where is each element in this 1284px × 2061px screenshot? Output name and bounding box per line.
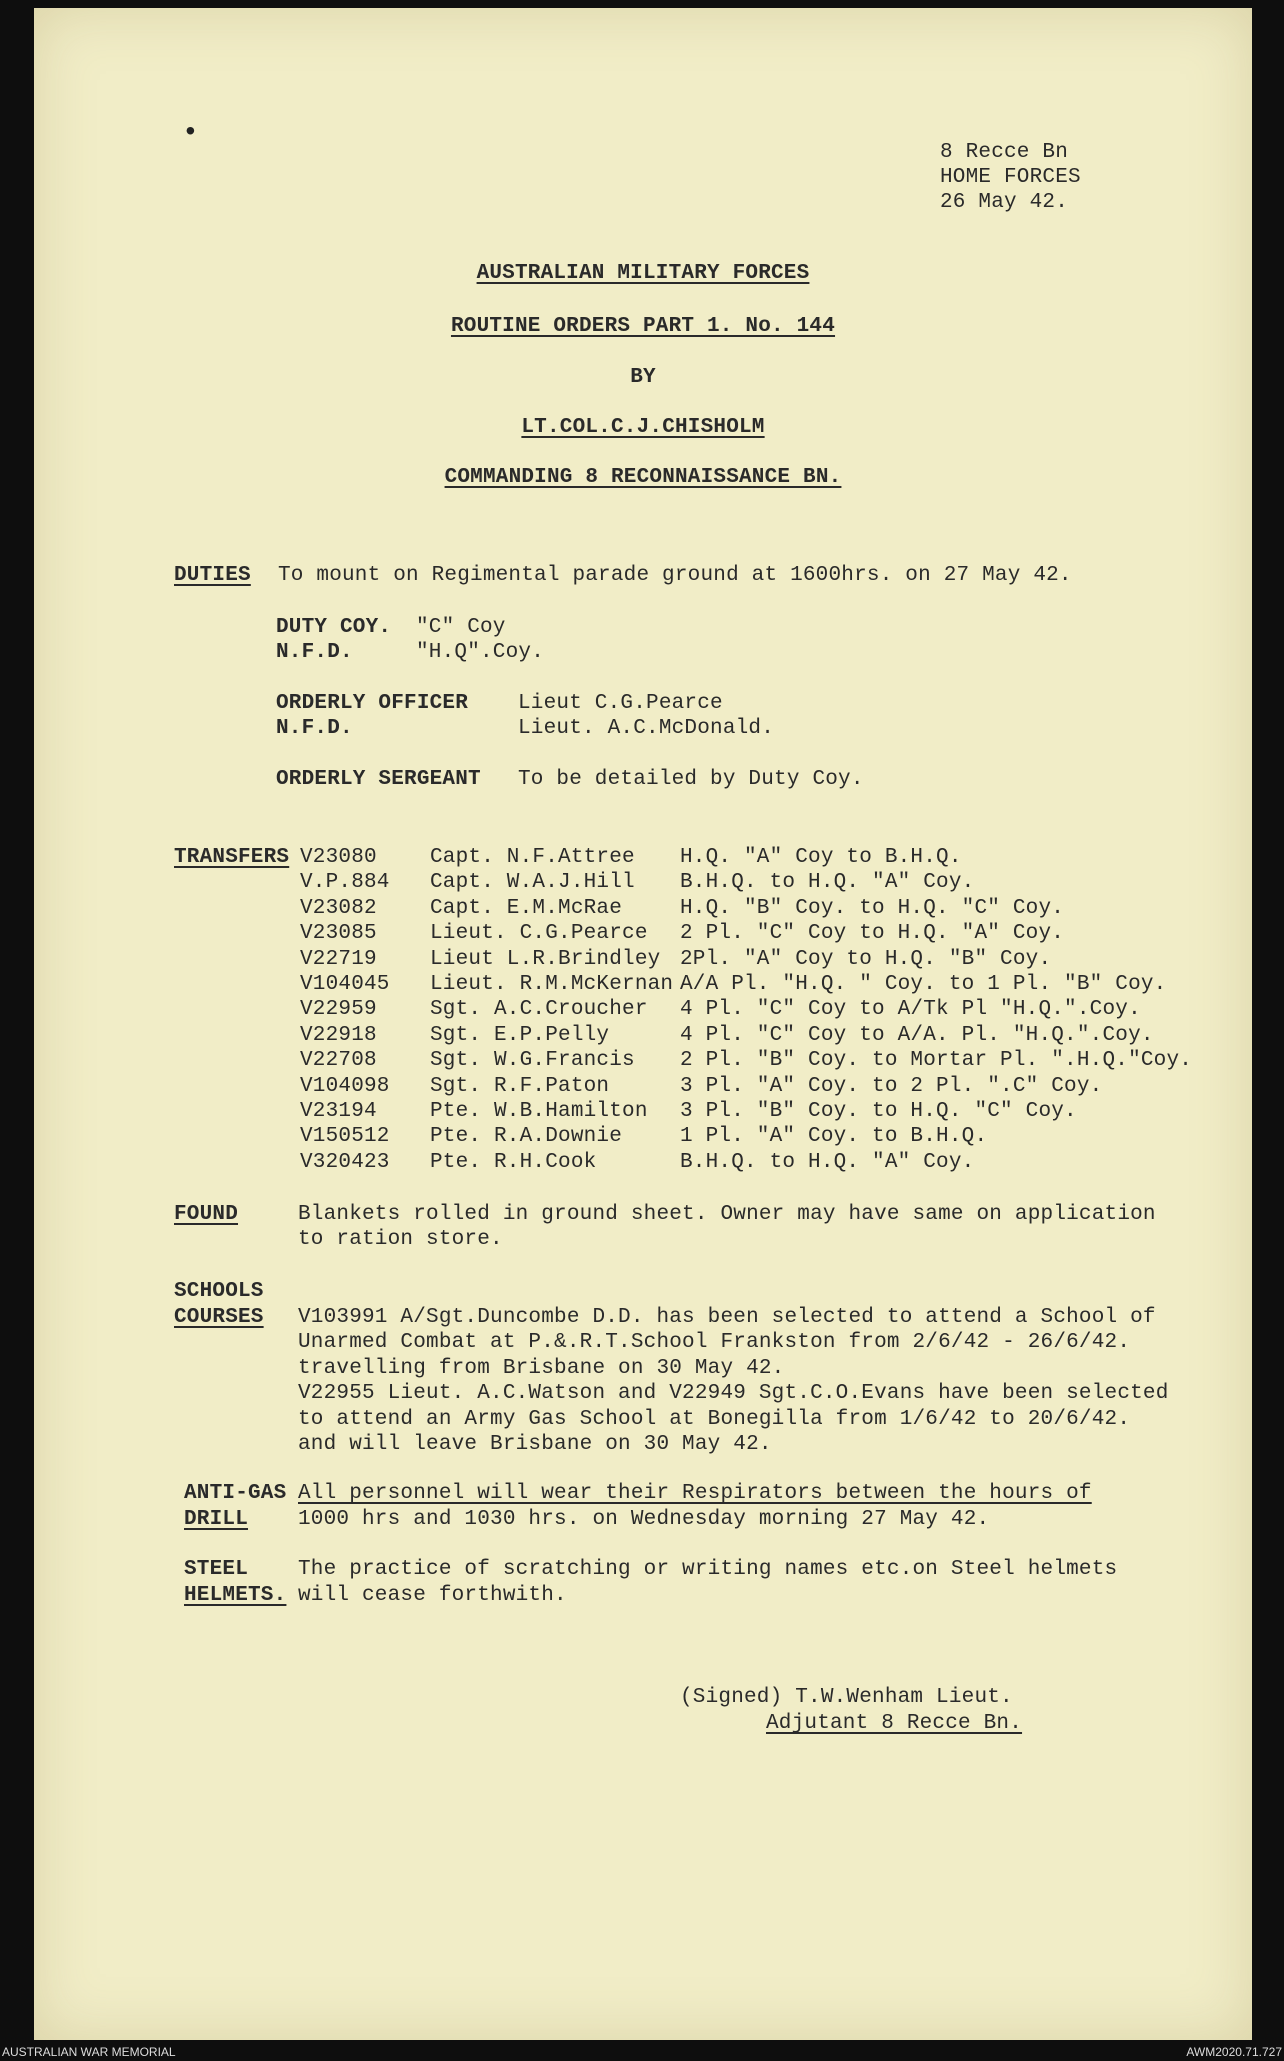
duty-value: "H.Q".Coy. <box>416 641 545 664</box>
duty-label: N.F.D. <box>276 717 353 740</box>
transfer-detail: B.H.Q. to H.Q. "A" Coy. <box>680 1151 975 1174</box>
transfer-detail: 2 Pl. "C" Coy to H.Q. "A" Coy. <box>680 922 1065 945</box>
antigas-line: All personnel will wear their Respirators between the hours of <box>298 1482 1092 1505</box>
duties-heading: DUTIES <box>174 564 251 587</box>
duty-label: DUTY COY. <box>276 616 392 639</box>
found-line: Blankets rolled in ground sheet. Owner may have same on application <box>298 1203 1156 1226</box>
transfer-detail: 4 Pl. "C" Coy to A/Tk Pl "H.Q.".Coy. <box>680 998 1141 1021</box>
transfer-name: Pte. R.A.Downie <box>430 1125 623 1148</box>
transfer-name: Pte. R.H.Cook <box>430 1151 597 1174</box>
transfer-detail: B.H.Q. to H.Q. "A" Coy. <box>680 871 975 894</box>
schools-line: Unarmed Combat at P.&.R.T.School Frankston from 2/6/42 - 26/6/42. <box>298 1331 1131 1354</box>
steel-line: will cease forthwith. <box>298 1584 567 1607</box>
footer-left: AUSTRALIAN WAR MEMORIAL <box>2 2045 176 2059</box>
transfer-name: Capt. N.F.Attree <box>430 846 635 869</box>
duty-label: N.F.D. <box>276 641 353 664</box>
schools-line: V103991 A/Sgt.Duncombe D.D. has been selected to attend a School of <box>298 1306 1156 1329</box>
transfer-number: V23085 <box>300 922 377 945</box>
transfer-detail: 4 Pl. "C" Coy to A/A. Pl. "H.Q.".Coy. <box>680 1024 1154 1047</box>
transfer-name: Sgt. R.F.Paton <box>430 1075 610 1098</box>
transfer-name: Capt. E.M.McRae <box>430 897 623 920</box>
found-heading: FOUND <box>174 1203 239 1226</box>
transfer-name: Lieut. R.M.McKernan <box>430 973 674 996</box>
signature-line: (Signed) T.W.Wenham Lieut. <box>680 1686 1013 1709</box>
header-unit: 8 Recce Bn <box>940 141 1069 164</box>
title-routine-orders: ROUTINE ORDERS PART 1. No. 144 <box>450 315 836 338</box>
duty-value: To be detailed by Duty Coy. <box>518 768 864 791</box>
helmets-heading: HELMETS. <box>184 1584 287 1607</box>
ink-mark: • <box>182 118 199 149</box>
title-forces: AUSTRALIAN MILITARY FORCES <box>476 262 810 285</box>
transfer-number: V150512 <box>300 1125 390 1148</box>
schools-line: to attend an Army Gas School at Bonegilla from 1/6/42 to 20/6/42. <box>298 1408 1131 1431</box>
transfer-detail: H.Q. "A" Coy to B.H.Q. <box>680 846 962 869</box>
duty-label: ORDERLY SERGEANT <box>276 768 481 791</box>
duty-label: ORDERLY OFFICER <box>276 692 469 715</box>
transfer-number: V22959 <box>300 998 377 1021</box>
header-date: 26 May 42. <box>940 191 1069 214</box>
footer-right: AWM2020.71.727 <box>1186 2045 1282 2059</box>
transfer-name: Capt. W.A.J.Hill <box>430 871 635 894</box>
schools-line: travelling from Brisbane on 30 May 42. <box>298 1357 785 1380</box>
transfer-number: V22918 <box>300 1024 377 1047</box>
transfer-name: Sgt. E.P.Pelly <box>430 1024 610 1047</box>
duty-value: "C" Coy <box>416 616 506 639</box>
found-line: to ration store. <box>298 1228 503 1251</box>
transfer-name: Pte. W.B.Hamilton <box>430 1100 648 1123</box>
duty-value: Lieut. A.C.McDonald. <box>518 717 775 740</box>
transfer-detail: 3 Pl. "B" Coy. to H.Q. "C" Coy. <box>680 1100 1077 1123</box>
title-commanding: COMMANDING 8 RECONNAISSANCE BN. <box>444 466 842 489</box>
transfer-name: Lieut. C.G.Pearce <box>430 922 648 945</box>
transfers-heading: TRANSFERS <box>174 846 290 869</box>
transfer-number: V320423 <box>300 1151 390 1174</box>
transfer-number: V22708 <box>300 1049 377 1072</box>
transfer-detail: 2Pl. "A" Coy to H.Q. "B" Coy. <box>680 948 1052 971</box>
header-command: HOME FORCES <box>940 166 1081 189</box>
transfer-number: V23082 <box>300 897 377 920</box>
transfer-name: Lieut L.R.Brindley <box>430 948 661 971</box>
transfer-number: V104045 <box>300 973 390 996</box>
transfer-number: V23194 <box>300 1100 377 1123</box>
drill-heading: DRILL <box>184 1508 249 1531</box>
transfer-number: V.P.884 <box>300 871 390 894</box>
transfer-name: Sgt. A.C.Croucher <box>430 998 648 1021</box>
document-page <box>34 8 1252 2040</box>
transfer-number: V104098 <box>300 1075 390 1098</box>
title-commander: LT.COL.C.J.CHISHOLM <box>521 416 765 439</box>
courses-heading: COURSES <box>174 1306 264 1329</box>
antigas-line: 1000 hrs and 1030 hrs. on Wednesday morning 27 May 42. <box>298 1508 990 1531</box>
transfer-name: Sgt. W.G.Francis <box>430 1049 635 1072</box>
signature-title: Adjutant 8 Recce Bn. <box>766 1712 1023 1735</box>
schools-line: V22955 Lieut. A.C.Watson and V22949 Sgt.C.O.Evans have been selected <box>298 1382 1169 1405</box>
steel-heading: STEEL <box>184 1558 249 1581</box>
schools-line: and will leave Brisbane on 30 May 42. <box>298 1433 772 1456</box>
transfer-detail: A/A Pl. "H.Q. " Coy. to 1 Pl. "B" Coy. <box>680 973 1167 996</box>
schools-heading: SCHOOLS <box>174 1280 264 1303</box>
transfer-detail: H.Q. "B" Coy. to H.Q. "C" Coy. <box>680 897 1065 920</box>
title-by: BY <box>630 366 656 389</box>
transfer-number: V22719 <box>300 948 377 971</box>
duties-text: To mount on Regimental parade ground at 1600hrs. on 27 May 42. <box>278 564 1072 587</box>
steel-line: The practice of scratching or writing names etc.on Steel helmets <box>298 1558 1118 1581</box>
duty-value: Lieut C.G.Pearce <box>518 692 723 715</box>
transfer-detail: 1 Pl. "A" Coy. to B.H.Q. <box>680 1125 988 1148</box>
transfer-detail: 2 Pl. "B" Coy. to Mortar Pl. ".H.Q."Coy. <box>680 1049 1193 1072</box>
transfer-detail: 3 Pl. "A" Coy. to 2 Pl. ".C" Coy. <box>680 1075 1103 1098</box>
antigas-heading: ANTI-GAS <box>184 1482 287 1505</box>
transfer-number: V23080 <box>300 846 377 869</box>
